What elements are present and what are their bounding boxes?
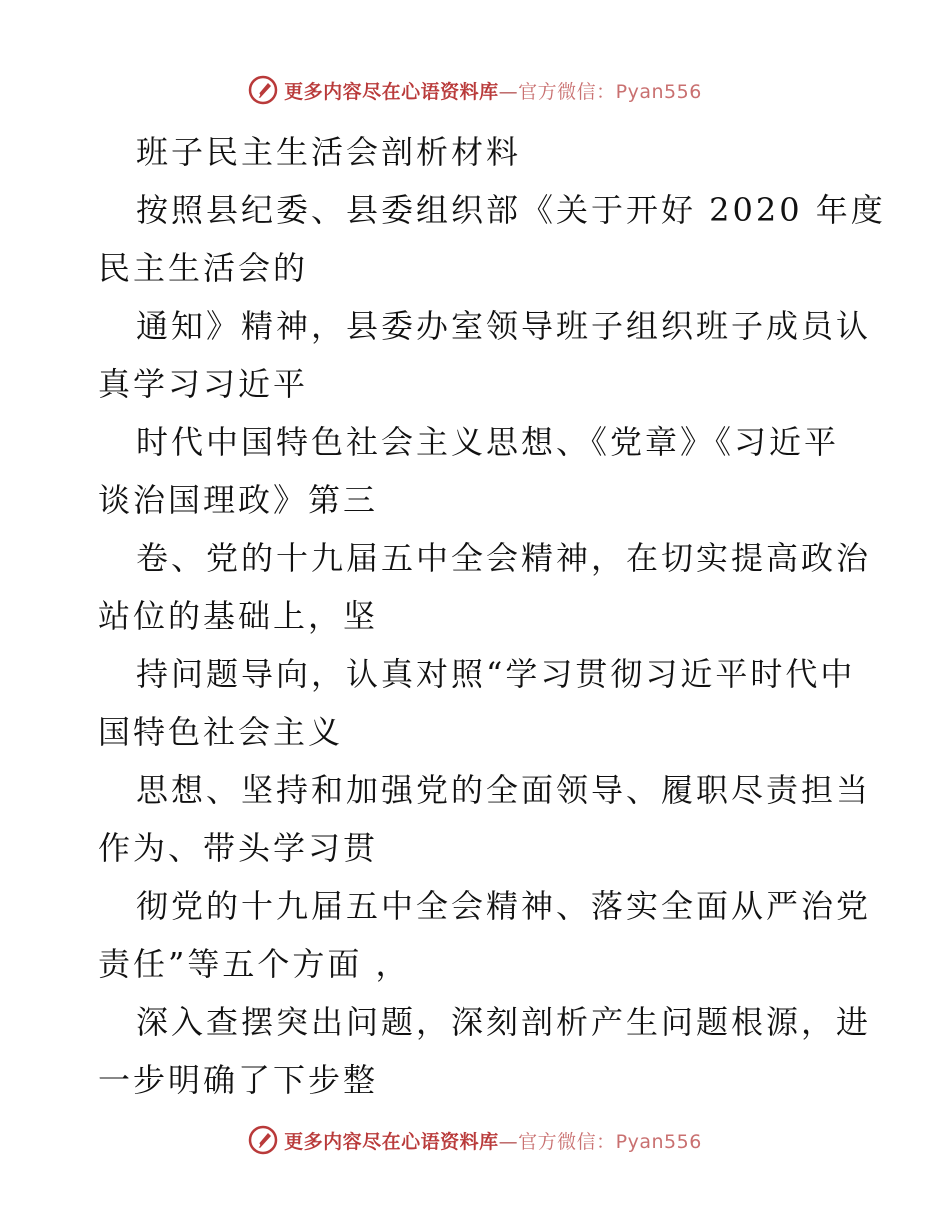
footer-watermark-text xyxy=(284,1127,702,1154)
header-watermark-text xyxy=(284,77,702,104)
paragraph-line: 作为、带头学习贯 xyxy=(98,829,379,867)
paragraph-line: 站位的基础上，坚 xyxy=(98,597,379,635)
paragraph-line: 时代中国特色社会主义思想、《党章》《习近平 xyxy=(136,423,840,461)
brand-logo-icon xyxy=(248,1125,278,1155)
brand-logo-icon xyxy=(248,75,278,105)
paragraph-line: 按照县纪委、县委组织部《关于开好 2020 年度 xyxy=(136,191,886,229)
paragraph-line: 谈治国理政》第三 xyxy=(98,481,379,519)
paragraph-line: 民主生活会的 xyxy=(98,249,309,287)
paragraph-line: 一步明确了下步整 xyxy=(98,1061,379,1099)
paragraph-line: 持问题导向，认真对照“学习贯彻习近平时代中 xyxy=(136,655,856,693)
paragraph-line: 深入查摆突出问题，深刻剖析产生问题根源，进 xyxy=(136,1003,872,1041)
header-watermark-main: 更多内容尽在心语资料库 xyxy=(284,80,499,103)
footer-watermark-main: 更多内容尽在心语资料库 xyxy=(284,1130,499,1153)
paragraph-line: 责任”等五个方面 ， xyxy=(98,945,411,983)
paragraph-line: 通知》精神，县委办室领导班子组织班子成员认 xyxy=(136,307,872,345)
header-watermark-wechat: 官方微信：Pyan556 xyxy=(518,80,702,103)
footer-watermark-dash: — xyxy=(498,1130,519,1153)
header-watermark-banner xyxy=(0,70,950,110)
paragraph-line: 彻党的十九届五中全会精神、落实全面从严治党 xyxy=(136,887,872,925)
paragraph-line: 国特色社会主义 xyxy=(98,713,344,751)
paragraph-line: 真学习习近平 xyxy=(98,365,309,403)
paragraph-line: 思想、坚持和加强党的全面领导、履职尽责担当 xyxy=(136,771,872,809)
footer-watermark-wechat: 官方微信：Pyan556 xyxy=(518,1130,702,1153)
paragraph-line: 卷、党的十九届五中全会精神，在切实提高政治 xyxy=(136,539,872,577)
document-title: 班子民主生活会剖析材料 xyxy=(136,133,522,171)
document-body xyxy=(98,123,886,1109)
footer-watermark-banner xyxy=(0,1120,950,1160)
header-watermark-dash: — xyxy=(498,80,519,103)
